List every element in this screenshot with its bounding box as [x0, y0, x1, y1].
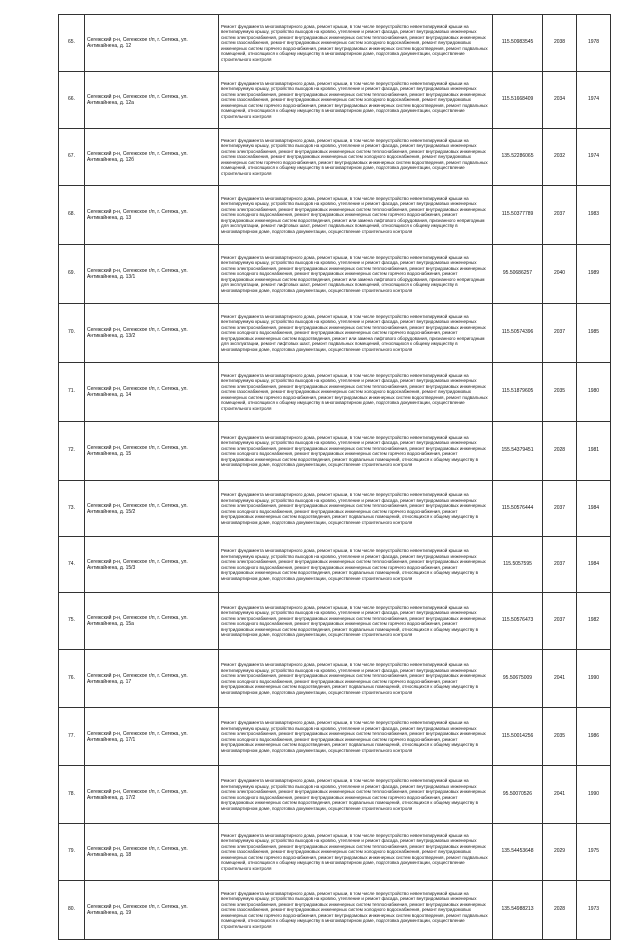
- works-description-cell: Ремонт фундамента многоквартирного дома, ремонт крыши, в том числе переустройство невентилируемой крыши на вентилируемую крышу, устройство выходов на кровлю, утепление и ремонт фасада, ремонт внутридомовых инженерных систем электроснабжения, ремонт внутридомовых инженерных систем теплоснабжения, ремонт внутридомовых инженерных систем газоснабжения, ремонт внутридомовых инженерных систем холодного водоснабжения, ремонт внутридомовых инженерных систем горячего водоснабжения, ремонт внутридомовых инженерных систем водоотведения, ремонт подвальных помещений, относящихся к общему имуществу в многоквартирном доме, подготовка документации, осуществление строительного контроля: [219, 824, 493, 881]
- cost-cell: 115.50576444: [493, 481, 543, 537]
- table-row: [59, 304, 611, 363]
- build-year-cell: 1990: [577, 650, 611, 708]
- planned-year-cell: 2040: [543, 245, 577, 304]
- table-row: [59, 363, 611, 422]
- table-row: [59, 708, 611, 766]
- address-cell: Сегежский р-н, Сегежское г/п, г. Сегежа, ул. Антикайнена, д. 17/1: [85, 708, 219, 766]
- works-description-cell: Ремонт фундамента многоквартирного дома, ремонт крыши, в том числе переустройство невентилируемой крыши на вентилируемую крышу, устройство выходов на кровлю, утепление и ремонт фасада, ремонт внутридомовых инженерных систем электроснабжения, ремонт внутридомовых инженерных систем теплоснабжения, ремонт внутридомовых инженерных систем газоснабжения, ремонт внутридомовых инженерных систем холодного водоснабжения, ремонт внутридомовых инженерных систем горячего водоснабжения, ремонт внутридомовых инженерных систем водоотведения, ремонт подвальных помещений, относящихся к общему имуществу в многоквартирном доме, подготовка документации, осуществление строительного контроля: [219, 72, 493, 129]
- planned-year-cell: 2037: [543, 304, 577, 363]
- build-year-cell: 1974: [577, 72, 611, 129]
- address-cell: Сегежский р-н, Сегежское г/п, г. Сегежа, ул. Антикайнена, д. 15/2: [85, 481, 219, 537]
- cost-cell: 115.50576473: [493, 593, 543, 650]
- address-cell: Сегежский р-н, Сегежское г/п, г. Сегежа, ул. Антикайнена, д. 13: [85, 186, 219, 245]
- works-description-cell: Ремонт фундамента многоквартирного дома, ремонт крыши, в том числе переустройство невентилируемой крыши на вентилируемую крышу, устройство выходов на кровлю, утепление и ремонт фасада, ремонт внутридомовых инженерных систем электроснабжения, ремонт внутридомовых инженерных систем теплоснабжения, ремонт внутридомовых инженерных систем холодного водоснабжения, ремонт внутридомовых инженерных систем горячего водоснабжения, ремонт внутридомовых инженерных систем водоотведения, ремонт или замена лифтового оборудования, признанного непригодным для эксплуатации, ремонт лифтовых шахт, ремонт подвальных помещений, относящихся к общему имуществу в многоквартирном доме, подготовка документации, осуществление строительного контроля: [219, 245, 493, 304]
- cost-cell: 115.50377789: [493, 186, 543, 245]
- build-year-cell: 1978: [577, 15, 611, 72]
- cost-cell: 135.52286065: [493, 129, 543, 186]
- cost-cell: 115.5057595: [493, 537, 543, 593]
- row-number-cell: 76.: [59, 650, 85, 708]
- row-number-cell: 77.: [59, 708, 85, 766]
- works-description-cell: Ремонт фундамента многоквартирного дома, ремонт крыши, в том числе переустройство невентилируемой крыши на вентилируемую крышу, устройство выходов на кровлю, утепление и ремонт фасада, ремонт внутридомовых инженерных систем электроснабжения, ремонт внутридомовых инженерных систем теплоснабжения, ремонт внутридомовых инженерных систем холодного водоснабжения, ремонт внутридомовых инженерных систем горячего водоснабжения, ремонт внутридомовых инженерных систем водоотведения, ремонт подвальных помещений, относящихся к общему имуществу в многоквартирном доме, подготовка документации, осуществление строительного контроля: [219, 537, 493, 593]
- build-year-cell: 1980: [577, 363, 611, 422]
- planned-year-cell: 2032: [543, 129, 577, 186]
- cost-cell: 115.50574396: [493, 304, 543, 363]
- planned-year-cell: 2041: [543, 766, 577, 824]
- table-row: [59, 186, 611, 245]
- table-row: [59, 881, 611, 940]
- planned-year-cell: 2037: [543, 593, 577, 650]
- row-number-cell: 74.: [59, 537, 85, 593]
- cost-cell: 115.50014256: [493, 708, 543, 766]
- table-row: [59, 593, 611, 650]
- address-cell: Сегежский р-н, Сегежское г/п, г. Сегежа, ул. Антикайнена, д. 13/1: [85, 245, 219, 304]
- works-description-cell: Ремонт фундамента многоквартирного дома, ремонт крыши, в том числе переустройство невентилируемой крыши на вентилируемую крышу, устройство выходов на кровлю, утепление и ремонт фасада, ремонт внутридомовых инженерных систем электроснабжения, ремонт внутридомовых инженерных систем теплоснабжения, ремонт внутридомовых инженерных систем холодного водоснабжения, ремонт внутридомовых инженерных систем горячего водоснабжения, ремонт внутридомовых инженерных систем водоотведения, ремонт подвальных помещений, относящихся к общему имуществу в многоквартирном доме, подготовка документации, осуществление строительного контроля: [219, 481, 493, 537]
- table-row: [59, 650, 611, 708]
- works-description-cell: Ремонт фундамента многоквартирного дома, ремонт крыши, в том числе переустройство невентилируемой крыши на вентилируемую крышу, устройство выходов на кровлю, утепление и ремонт фасада, ремонт внутридомовых инженерных систем электроснабжения, ремонт внутридомовых инженерных систем теплоснабжения, ремонт внутридомовых инженерных систем газоснабжения, ремонт внутридомовых инженерных систем холодного водоснабжения, ремонт внутридомовых инженерных систем горячего водоснабжения, ремонт внутридомовых инженерных систем водоотведения, ремонт подвальных помещений, относящихся к общему имуществу в многоквартирном доме, подготовка документации, осуществление строительного контроля: [219, 363, 493, 422]
- planned-year-cell: 2029: [543, 824, 577, 881]
- document-page: [58, 14, 610, 940]
- row-number-cell: 78.: [59, 766, 85, 824]
- planned-year-cell: 2037: [543, 481, 577, 537]
- works-description-cell: Ремонт фундамента многоквартирного дома, ремонт крыши, в том числе переустройство невентилируемой крыши на вентилируемую крышу, устройство выходов на кровлю, утепление и ремонт фасада, ремонт внутридомовых инженерных систем электроснабжения, ремонт внутридомовых инженерных систем теплоснабжения, ремонт внутридомовых инженерных систем газоснабжения, ремонт внутридомовых инженерных систем холодного водоснабжения, ремонт внутридомовых инженерных систем горячего водоснабжения, ремонт внутридомовых инженерных систем водоотведения, ремонт подвальных помещений, относящихся к общему имуществу в многоквартирном доме, подготовка документации, осуществление строительного контроля: [219, 15, 493, 72]
- build-year-cell: 1983: [577, 186, 611, 245]
- planned-year-cell: 2041: [543, 650, 577, 708]
- row-number-cell: 75.: [59, 593, 85, 650]
- table-body: [59, 15, 611, 940]
- row-number-cell: 68.: [59, 186, 85, 245]
- address-cell: Сегежский р-н, Сегежское г/п, г. Сегежа, ул. Антикайнена, д. 12б: [85, 129, 219, 186]
- build-year-cell: 1990: [577, 766, 611, 824]
- table-row: [59, 129, 611, 186]
- planned-year-cell: 2028: [543, 881, 577, 940]
- planned-year-cell: 2037: [543, 186, 577, 245]
- table-row: [59, 72, 611, 129]
- address-cell: Сегежский р-н, Сегежское г/п, г. Сегежа, ул. Антикайнена, д. 12: [85, 15, 219, 72]
- row-number-cell: 72.: [59, 422, 85, 481]
- address-cell: Сегежский р-н, Сегежское г/п, г. Сегежа, ул. Антикайнена, д. 15а: [85, 593, 219, 650]
- address-cell: Сегежский р-н, Сегежское г/п, г. Сегежа, ул. Антикайнена, д. 17/2: [85, 766, 219, 824]
- build-year-cell: 1975: [577, 824, 611, 881]
- works-description-cell: Ремонт фундамента многоквартирного дома, ремонт крыши, в том числе переустройство невентилируемой крыши на вентилируемую крышу, устройство выходов на кровлю, утепление и ремонт фасада, ремонт внутридомовых инженерных систем электроснабжения, ремонт внутридомовых инженерных систем теплоснабжения, ремонт внутридомовых инженерных систем газоснабжения, ремонт внутридомовых инженерных систем холодного водоснабжения, ремонт внутридомовых инженерных систем горячего водоснабжения, ремонт внутридомовых инженерных систем водоотведения, ремонт подвальных помещений, относящихся к общему имуществу в многоквартирном доме, подготовка документации, осуществление строительного контроля: [219, 129, 493, 186]
- address-cell: Сегежский р-н, Сегежское г/п, г. Сегежа, ул. Антикайнена, д. 13/2: [85, 304, 219, 363]
- build-year-cell: 1981: [577, 422, 611, 481]
- address-cell: Сегежский р-н, Сегежское г/п, г. Сегежа, ул. Антикайнена, д. 12а: [85, 72, 219, 129]
- planned-year-cell: 2035: [543, 363, 577, 422]
- cost-cell: 135.54453648: [493, 824, 543, 881]
- row-number-cell: 79.: [59, 824, 85, 881]
- table-row: [59, 537, 611, 593]
- capital-repair-table: [58, 14, 611, 940]
- address-cell: Сегежский р-н, Сегежское г/п, г. Сегежа, ул. Антикайнена, д. 18: [85, 824, 219, 881]
- cost-cell: 135.54988213: [493, 881, 543, 940]
- works-description-cell: Ремонт фундамента многоквартирного дома, ремонт крыши, в том числе переустройство невентилируемой крыши на вентилируемую крышу, устройство выходов на кровлю, утепление и ремонт фасада, ремонт внутридомовых инженерных систем электроснабжения, ремонт внутридомовых инженерных систем теплоснабжения, ремонт внутридомовых инженерных систем холодного водоснабжения, ремонт внутридомовых инженерных систем горячего водоснабжения, ремонт внутридомовых инженерных систем водоотведения, ремонт или замена лифтового оборудования, признанного непригодным для эксплуатации, ремонт лифтовых шахт, ремонт подвальных помещений, относящихся к общему имуществу в многоквартирном доме, подготовка документации, осуществление строительного контроля: [219, 304, 493, 363]
- row-number-cell: 71.: [59, 363, 85, 422]
- works-description-cell: Ремонт фундамента многоквартирного дома, ремонт крыши, в том числе переустройство невентилируемой крыши на вентилируемую крышу, устройство выходов на кровлю, утепление и ремонт фасада, ремонт внутридомовых инженерных систем электроснабжения, ремонт внутридомовых инженерных систем теплоснабжения, ремонт внутридомовых инженерных систем газоснабжения, ремонт внутридомовых инженерных систем холодного водоснабжения, ремонт внутридомовых инженерных систем горячего водоснабжения, ремонт внутридомовых инженерных систем водоотведения, ремонт подвальных помещений, относящихся к общему имуществу в многоквартирном доме, подготовка документации, осуществление строительного контроля: [219, 881, 493, 940]
- row-number-cell: 69.: [59, 245, 85, 304]
- table-row: [59, 766, 611, 824]
- build-year-cell: 1982: [577, 593, 611, 650]
- planned-year-cell: 2037: [543, 537, 577, 593]
- table-row: [59, 422, 611, 481]
- row-number-cell: 65.: [59, 15, 85, 72]
- address-cell: Сегежский р-н, Сегежское г/п, г. Сегежа, ул. Антикайнена, д. 19: [85, 881, 219, 940]
- address-cell: Сегежский р-н, Сегежское г/п, г. Сегежа, ул. Антикайнена, д. 15: [85, 422, 219, 481]
- table-row: [59, 245, 611, 304]
- address-cell: Сегежский р-н, Сегежское г/п, г. Сегежа, ул. Антикайнена, д. 14: [85, 363, 219, 422]
- address-cell: Сегежский р-н, Сегежское г/п, г. Сегежа, ул. Антикайнена, д. 17: [85, 650, 219, 708]
- cost-cell: 115.50983545: [493, 15, 543, 72]
- works-description-cell: Ремонт фундамента многоквартирного дома, ремонт крыши, в том числе переустройство невентилируемой крыши на вентилируемую крышу, устройство выходов на кровлю, утепление и ремонт фасада, ремонт внутридомовых инженерных систем электроснабжения, ремонт внутридомовых инженерных систем теплоснабжения, ремонт внутридомовых инженерных систем холодного водоснабжения, ремонт внутридомовых инженерных систем горячего водоснабжения, ремонт внутридомовых инженерных систем водоотведения, ремонт подвальных помещений, относящихся к общему имуществу в многоквартирном доме, подготовка документации, осуществление строительного контроля: [219, 766, 493, 824]
- planned-year-cell: 2034: [543, 72, 577, 129]
- row-number-cell: 73.: [59, 481, 85, 537]
- cost-cell: 155.54379451: [493, 422, 543, 481]
- row-number-cell: 66.: [59, 72, 85, 129]
- row-number-cell: 70.: [59, 304, 85, 363]
- table-row: [59, 481, 611, 537]
- planned-year-cell: 2035: [543, 708, 577, 766]
- table-row: [59, 824, 611, 881]
- build-year-cell: 1984: [577, 481, 611, 537]
- cost-cell: 95.50675009: [493, 650, 543, 708]
- cost-cell: 95.50686257: [493, 245, 543, 304]
- build-year-cell: 1989: [577, 245, 611, 304]
- build-year-cell: 1986: [577, 708, 611, 766]
- row-number-cell: 67.: [59, 129, 85, 186]
- row-number-cell: 80.: [59, 881, 85, 940]
- address-cell: Сегежский р-н, Сегежское г/п, г. Сегежа, ул. Антикайнена, д. 15/3: [85, 537, 219, 593]
- build-year-cell: 1973: [577, 881, 611, 940]
- cost-cell: 95.50070526: [493, 766, 543, 824]
- build-year-cell: 1974: [577, 129, 611, 186]
- table-row: [59, 15, 611, 72]
- works-description-cell: Ремонт фундамента многоквартирного дома, ремонт крыши, в том числе переустройство невентилируемой крыши на вентилируемую крышу, устройство выходов на кровлю, утепление и ремонт фасада, ремонт внутридомовых инженерных систем электроснабжения, ремонт внутридомовых инженерных систем теплоснабжения, ремонт внутридомовых инженерных систем холодного водоснабжения, ремонт внутридомовых инженерных систем горячего водоснабжения, ремонт внутридомовых инженерных систем водоотведения, ремонт или замена лифтового оборудования, признанного непригодным для эксплуатации, ремонт лифтовых шахт, ремонт подвальных помещений, относящихся к общему имуществу в многоквартирном доме, подготовка документации, осуществление строительного контроля: [219, 186, 493, 245]
- build-year-cell: 1984: [577, 537, 611, 593]
- build-year-cell: 1985: [577, 304, 611, 363]
- planned-year-cell: 2028: [543, 422, 577, 481]
- planned-year-cell: 2038: [543, 15, 577, 72]
- works-description-cell: Ремонт фундамента многоквартирного дома, ремонт крыши, в том числе переустройство невентилируемой крыши на вентилируемую крышу, устройство выходов на кровлю, утепление и ремонт фасада, ремонт внутридомовых инженерных систем электроснабжения, ремонт внутридомовых инженерных систем теплоснабжения, ремонт внутридомовых инженерных систем холодного водоснабжения, ремонт внутридомовых инженерных систем горячего водоснабжения, ремонт внутридомовых инженерных систем водоотведения, ремонт подвальных помещений, относящихся к общему имуществу в многоквартирном доме, подготовка документации, осуществление строительного контроля: [219, 422, 493, 481]
- cost-cell: 115.51879605: [493, 363, 543, 422]
- works-description-cell: Ремонт фундамента многоквартирного дома, ремонт крыши, в том числе переустройство невентилируемой крыши на вентилируемую крышу, устройство выходов на кровлю, утепление и ремонт фасада, ремонт внутридомовых инженерных систем электроснабжения, ремонт внутридомовых инженерных систем теплоснабжения, ремонт внутридомовых инженерных систем холодного водоснабжения, ремонт внутридомовых инженерных систем горячего водоснабжения, ремонт внутридомовых инженерных систем водоотведения, ремонт подвальных помещений, относящихся к общему имуществу в многоквартирном доме, подготовка документации, осуществление строительного контроля: [219, 593, 493, 650]
- works-description-cell: Ремонт фундамента многоквартирного дома, ремонт крыши, в том числе переустройство невентилируемой крыши на вентилируемую крышу, устройство выходов на кровлю, утепление и ремонт фасада, ремонт внутридомовых инженерных систем электроснабжения, ремонт внутридомовых инженерных систем теплоснабжения, ремонт внутридомовых инженерных систем холодного водоснабжения, ремонт внутридомовых инженерных систем горячего водоснабжения, ремонт внутридомовых инженерных систем водоотведения, ремонт подвальных помещений, относящихся к общему имуществу в многоквартирном доме, подготовка документации, осуществление строительного контроля: [219, 650, 493, 708]
- cost-cell: 115.51668409: [493, 72, 543, 129]
- works-description-cell: Ремонт фундамента многоквартирного дома, ремонт крыши, в том числе переустройство невентилируемой крыши на вентилируемую крышу, устройство выходов на кровлю, утепление и ремонт фасада, ремонт внутридомовых инженерных систем электроснабжения, ремонт внутридомовых инженерных систем теплоснабжения, ремонт внутридомовых инженерных систем холодного водоснабжения, ремонт внутридомовых инженерных систем горячего водоснабжения, ремонт внутридомовых инженерных систем водоотведения, ремонт подвальных помещений, относящихся к общему имуществу в многоквартирном доме, подготовка документации, осуществление строительного контроля: [219, 708, 493, 766]
